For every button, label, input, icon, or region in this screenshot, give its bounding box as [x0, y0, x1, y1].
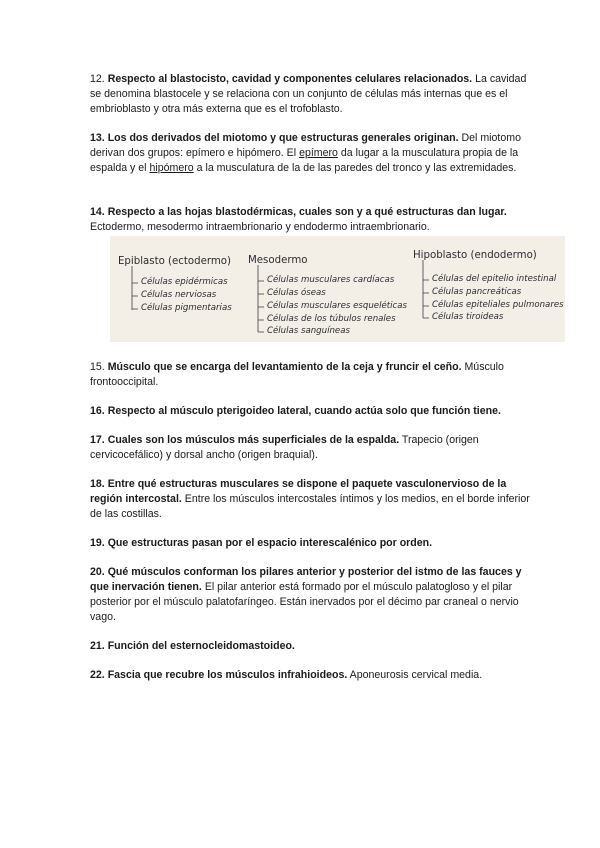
hipoblasto-item: Células del epitelio intestinal — [432, 274, 557, 284]
answer-underlined-term: hipómero — [149, 162, 194, 174]
answer-text: La cavidad se denomina blastocele y se relaciona con un conjunto de células más internas que es el embrioblasto y otra más externa que es el trofoblasto. — [90, 73, 527, 115]
question-13 — [90, 131, 530, 176]
answer-underlined-term: epímero — [299, 147, 338, 159]
question-text: Respecto al músculo pterigoideo lateral, cuando actúa solo que función tiene. — [107, 405, 501, 417]
question-number: 16. — [90, 405, 105, 417]
question-text: Que estructuras pasan por el espacio interescalénico por orden. — [107, 537, 433, 549]
question-number: 15. — [90, 361, 105, 373]
epiblasto-item: Células epidérmicas — [141, 277, 228, 287]
question-16 — [90, 404, 530, 419]
hipoblasto-item: Células tiroideas — [432, 312, 504, 322]
mesodermo-item: Células de los túbulos renales — [267, 314, 396, 324]
epiblasto-ticks — [132, 283, 138, 309]
hipoblasto-ticks — [423, 280, 429, 318]
epiblasto-item: Células nerviosas — [141, 290, 217, 300]
question-text: Entre qué estructuras musculares se dispone el paquete vasculonervioso de la región intercostal. — [90, 478, 507, 505]
epiblasto-item: Células pigmentarias — [141, 303, 232, 313]
mesodermo-title: Mesodermo — [248, 255, 308, 266]
answer-text: da lugar a la musculatura propia de la espalda y el — [90, 147, 519, 174]
question-number: 18. — [90, 478, 105, 490]
question-text: Los dos derivados del miotomo y que estructuras generales originan. — [107, 132, 459, 144]
question-text: Fascia que recubre los músculos infrahioideos. — [107, 669, 348, 681]
question-number: 14. — [90, 206, 105, 218]
question-20 — [90, 565, 530, 625]
epiblasto-title: Epiblasto (ectodermo) — [118, 256, 231, 267]
answer-text: Aponeurosis cervical media. — [349, 669, 483, 681]
blastoderm-figure — [110, 236, 565, 342]
question-number: 20. — [90, 566, 105, 578]
question-19 — [90, 536, 530, 551]
question-number: 17. — [90, 434, 105, 446]
hipoblasto-item: Células epiteliales pulmonares — [432, 300, 564, 310]
question-14 — [90, 205, 530, 235]
question-text: Función del esternocleidomastoideo. — [107, 640, 295, 652]
hipoblasto-title: Hipoblasto (endodermo) — [413, 250, 537, 261]
mesodermo-item: Células óseas — [267, 288, 326, 298]
question-number: 19. — [90, 537, 105, 549]
question-22 — [90, 668, 530, 683]
mesodermo-item: Células sanguíneas — [267, 326, 350, 336]
answer-text: Entre los músculos intercostales íntimos y los medios, en el borde inferior de las costillas. — [90, 493, 530, 520]
question-text: Respecto a las hojas blastodérmicas, cuales son y a qué estructuras dan lugar. — [107, 206, 507, 218]
question-text: Qué músculos conforman los pilares anterior y posterior del istmo de las fauces y que inervación tienen. — [90, 566, 522, 593]
answer-text: a la musculatura de la de las paredes del tronco y las extremidades. — [196, 162, 517, 174]
answer-text: Ectodermo, mesodermo intraembrionario y endodermo intraembrionario. — [90, 221, 430, 233]
question-number: 12. — [90, 73, 105, 85]
mesodermo-ticks — [258, 281, 264, 332]
answer-text: Del miotomo derivan dos grupos: epímero e hipómero. El — [90, 132, 521, 159]
answer-text: Músculo frontooccipital. — [90, 361, 504, 388]
answer-text: El pilar anterior está formado por el músculo palatogloso y el pilar posterior por el músculo palatofaríngeo. Están inervados por el décimo par craneal o nervio vago. — [90, 581, 519, 623]
question-12 — [90, 72, 530, 117]
question-number: 13. — [90, 132, 105, 144]
question-number: 21. — [90, 640, 105, 652]
question-text: Respecto al blastocisto, cavidad y componentes celulares relacionados. — [107, 73, 473, 85]
answer-text: Trapecio (origen cervicocefálico) y dorsal ancho (origen braquial). — [90, 434, 479, 461]
question-21 — [90, 639, 530, 654]
question-17 — [90, 433, 530, 463]
mesodermo-item: Células musculares cardíacas — [267, 275, 395, 285]
question-15 — [90, 360, 530, 390]
question-number: 22. — [90, 669, 105, 681]
hipoblasto-item: Células pancreáticas — [432, 287, 522, 297]
mesodermo-item: Células musculares esqueléticas — [267, 301, 407, 311]
question-18 — [90, 477, 530, 522]
question-text: Cuales son los músculos más superficiales de la espalda. — [107, 434, 400, 446]
question-text: Músculo que se encarga del levantamiento de la ceja y fruncir el ceño. — [107, 361, 462, 373]
